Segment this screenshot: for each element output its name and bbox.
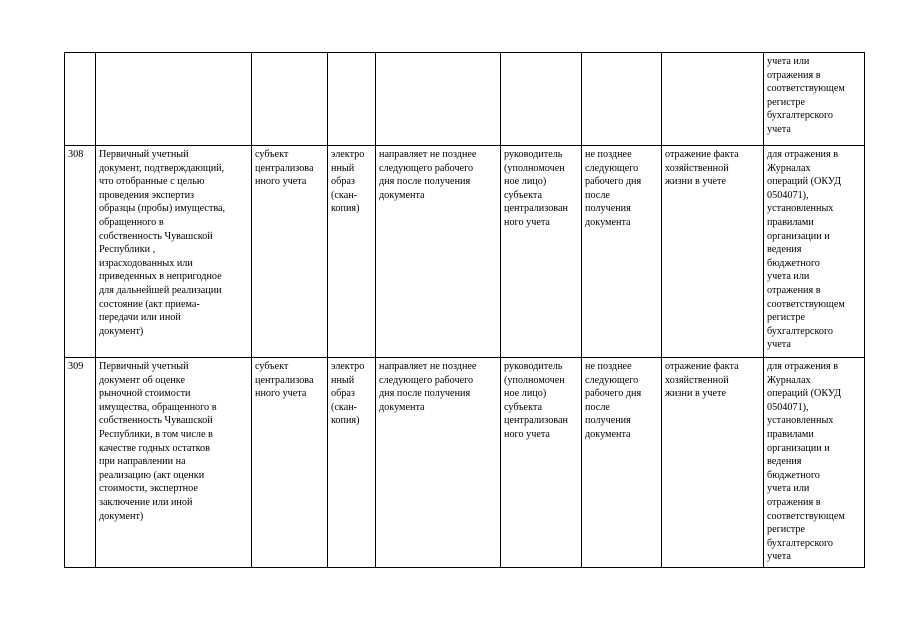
creator-cell: субъект централизова нного учета	[252, 146, 328, 358]
signer-cell: руководитель (уполномочен ное лицо) субъекта централизован ного учета	[501, 146, 582, 358]
procedure-cell: направляет не позднее следующего рабочего дня после получения документа	[376, 146, 501, 358]
format-cell	[328, 53, 376, 146]
procedure-cell	[376, 53, 501, 146]
table-row	[65, 358, 865, 568]
basis-cell: отражение факта хозяйственной жизни в учете	[662, 146, 764, 358]
document-name-cell: Первичный учетный документ, подтверждающий, что отобранные с целью проведения экспертиз образцы (пробы) имущества, обращенного в собственность Чувашской Республики , израсходованных или приведенных в непригодное для дальнейшей реализации состояние (акт приема- передачи или иной документ)	[96, 146, 252, 358]
row-number: 309	[65, 358, 96, 568]
basis-cell: отражение факта хозяйственной жизни в учете	[662, 358, 764, 568]
document-name-cell: Первичный учетный документ об оценке рыночной стоимости имущества, обращенного в собственность Чувашской Республики, в том числе в качестве годных остатков при направлении на реализацию (акт оценки стоимости, экспертное заключение или иной документ)	[96, 358, 252, 568]
signer-cell	[501, 53, 582, 146]
format-cell: электро нный образ (скан- копия)	[328, 358, 376, 568]
table-row	[65, 53, 865, 146]
document-table	[64, 52, 865, 568]
creator-cell: субъект централизова нного учета	[252, 358, 328, 568]
table-row	[65, 146, 865, 358]
format-cell: электро нный образ (скан- копия)	[328, 146, 376, 358]
row-number	[65, 53, 96, 146]
purpose-cell: для отражения в Журналах операций (ОКУД 0504071), установленных правилами организации и ведения бюджетного учета или отражения в соответствующем регистре бухгалтерского учета	[764, 358, 865, 568]
row-number: 308	[65, 146, 96, 358]
deadline-cell	[582, 53, 662, 146]
deadline-cell: не позднее следующего рабочего дня после получения документа	[582, 146, 662, 358]
deadline-cell: не позднее следующего рабочего дня после получения документа	[582, 358, 662, 568]
creator-cell	[252, 53, 328, 146]
purpose-cell: учета или отражения в соответствующем регистре бухгалтерского учета	[764, 53, 865, 146]
signer-cell: руководитель (уполномочен ное лицо) субъекта централизован ного учета	[501, 358, 582, 568]
basis-cell	[662, 53, 764, 146]
document-name-cell	[96, 53, 252, 146]
purpose-cell: для отражения в Журналах операций (ОКУД 0504071), установленных правилами организации и ведения бюджетного учета или отражения в соответствующем регистре бухгалтерского учета	[764, 146, 865, 358]
procedure-cell: направляет не позднее следующего рабочего дня после получения документа	[376, 358, 501, 568]
